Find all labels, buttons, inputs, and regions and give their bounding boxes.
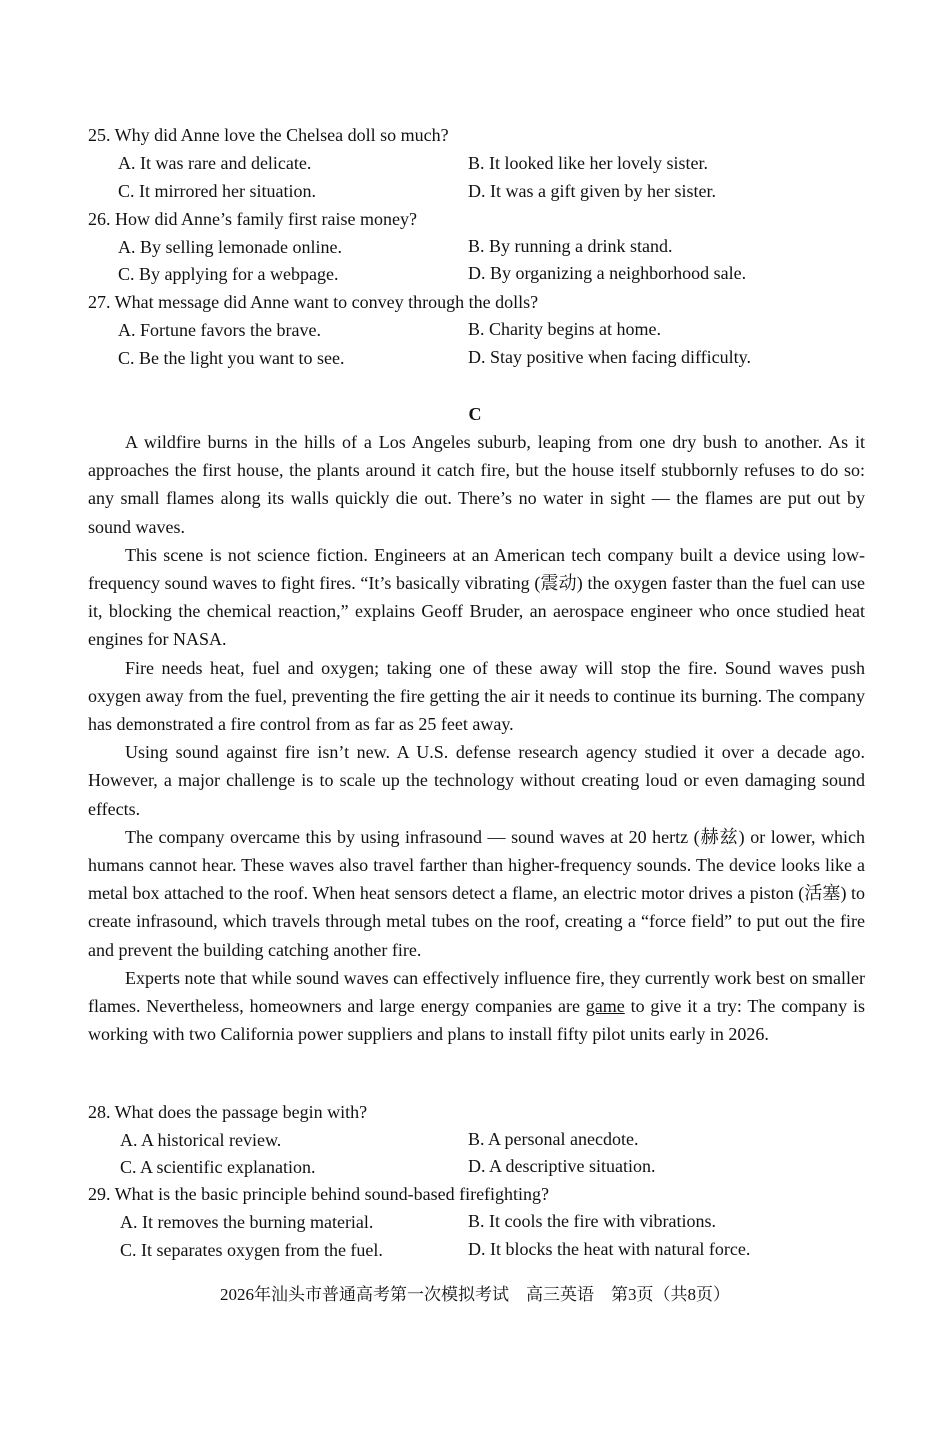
question-29-option-c: C. It separates oxygen from the fuel. [120,1240,383,1260]
question-29-option-b: B. It cools the fire with vibrations. [468,1211,716,1231]
question-29-option-d: D. It blocks the heat with natural force. [468,1239,751,1259]
question-25-option-a: A. It was rare and delicate. [118,153,312,173]
question-26-option-a: A. By selling lemonade online. [118,237,342,257]
question-28-option-b: B. A personal anecdote. [468,1129,639,1149]
question-25-option-b: B. It looked like her lovely sister. [468,153,708,173]
passage [88,428,865,1048]
page-footer: 2026年汕头市普通高考第一次模拟考试 高三英语 第3页（共8页） [220,1285,730,1304]
passage-paragraph: This scene is not science fiction. Engineers at an American tech company built a device using low-frequency sound waves to fight fires. “It’s basically vibrating (震动) the oxygen faster than the fuel can use it, blocking the chemical reaction,” explains Geoff Bruder, an aerospace engineer who once studied heat engines for NASA. [88,544,865,650]
question-26-option-d: D. By organizing a neighborhood sale. [468,263,747,283]
question-26-option-c: C. By applying for a webpage. [118,264,339,284]
question-27-option-d: D. Stay positive when facing difficulty. [468,347,751,367]
question-29-stem: 29. What is the basic principle behind sound-based firefighting? [88,1184,550,1204]
question-26-option-b: B. By running a drink stand. [468,236,673,256]
passage-paragraph: A wildfire burns in the hills of a Los Angeles suburb, leaping from one dry bush to another. As it approaches the first house, the plants around it catch fire, but the house itself stubbornly refuses to do so: any small flames along its walls quickly die out. There’s no water in sight — the flames are put out by sound waves. [88,432,865,537]
passage-paragraph: The company overcame this by using infrasound — sound waves at 20 hertz (赫兹) or lower, which humans cannot hear. These waves also travel farther than higher-frequency sounds. The device looks like a metal box attached to the roof. When heat sensors detect a flame, an electric motor drives a piston (活塞) to create infrasound, which travels through metal tubes on the roof, creating a “force field” to put out the fire and prevent the building catching another fire. [88,826,865,960]
question-27-option-c: C. Be the light you want to see. [118,348,345,368]
question-27-option-a: A. Fortune favors the brave. [118,320,321,340]
passage-paragraph-last [88,964,865,1049]
question-28-option-c: C. A scientific explanation. [120,1157,316,1177]
question-25-stem: 25. Why did Anne love the Chelsea doll so much? [88,125,449,145]
passage-paragraph: Using sound against fire isn’t new. A U.S. defense research agency studied it over a decade ago. However, a major challenge is to scale up the technology without creating loud or even damaging sound effects. [88,742,865,819]
passage-paragraph: Fire needs heat, fuel and oxygen; taking one of these away will stop the fire. Sound waves push oxygen away from the fuel, preventing the fire getting the air it needs to continue its burning. The company has demonstrated a fire control from as far as 25 feet away. [88,657,865,735]
question-29-option-a: A. It removes the burning material. [120,1212,374,1232]
question-25-option-c: C. It mirrored her situation. [118,181,316,201]
passage-text: Experts note that while sound waves can effectively influence fire, they currently work best on smaller flames. Nevertheless, homeowners and large energy companies are [88,967,865,1017]
question-28-option-a: A. A historical review. [120,1130,282,1150]
question-27-stem: 27. What message did Anne want to convey through the dolls? [88,292,539,312]
question-25-option-d: D. It was a gift given by her sister. [468,181,716,201]
section-title: C [468,404,482,424]
question-28-stem: 28. What does the passage begin with? [88,1102,368,1122]
question-26-stem: 26. How did Anne’s family first raise money? [88,209,417,229]
question-27-option-b: B. Charity begins at home. [468,319,661,339]
underlined-word: game [585,996,625,1017]
passage-text: to give it a try: The company is working with two California power suppliers and plans to install fifty pilot units early in 2026. [88,996,866,1045]
question-28-option-d: D. A descriptive situation. [468,1156,656,1176]
